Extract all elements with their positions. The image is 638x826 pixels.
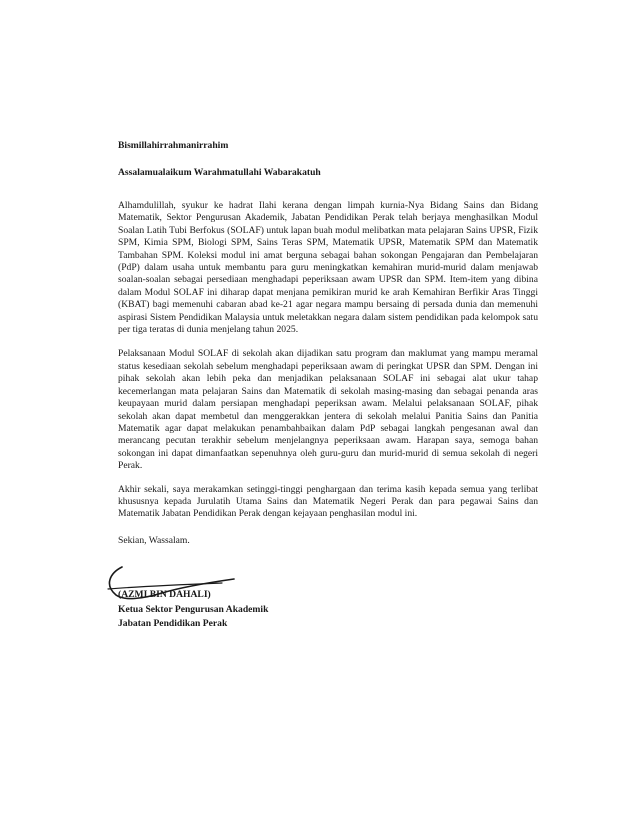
signatory-department: Jabatan Pendidikan Perak	[118, 617, 228, 629]
letter-page	[118, 140, 538, 631]
signatory-title: Ketua Sektor Pengurusan Akademik	[118, 603, 269, 615]
greeting-salam: Assalamualaikum Warahmatullahi Wabarakatuh	[118, 167, 321, 178]
paragraph-implementation: Pelaksanaan Modul SOLAF di sekolah akan dijadikan satu program dan maklumat yang mampu meramal status kesediaan sekolah sebelum menghadapi peperiksaan awam di peringkat UPSR dan SPM. Dengan ini pihak sekolah akan lebih peka dan menjadikan pelaksanaan SOLAF ini sebagai alat ukur tahap kecemerlangan mata pelajaran Sains dan Matematik di sekolah masing-masing dan sebagai penanda aras keupayaan murid dalam persiapan menghadapi peperiksan awam. Melalui pelaksanaan SOLAF, pihak sekolah akan dapat membetul dan menggerakkan jentera di sekolah melalui Panitia Sains dan Panitia Matematik agar dapat melakukan penambahbaikan dalam PdP sebagai langkah pengesanan awal dan merancang pecutan terakhir sebelum menjelangnya peperiksaan awam. Harapan saya, semoga bahan sokongan ini dapat dimanfaatkan sepenuhnya oleh guru-guru dan murid-murid di semua sekolah di negeri Perak.	[118, 348, 538, 472]
paragraph-acknowledgement: Akhir sekali, saya merakamkan setinggi-tinggi penghargaan dan terima kasih kepada semua yang terlibat khususnya kepada Jurulatih Utama Sains dan Matematik Negeri Perak dan para pegawai Sains dan Matematik Jabatan Pendidikan Perak dengan kejayaan penghasilan modul ini.	[118, 483, 538, 520]
signatory-details	[118, 603, 538, 631]
closing-line: Sekian, Wassalam.	[118, 534, 190, 546]
signature-block	[118, 563, 538, 603]
signatory-name: (AZMI BIN DAHALI)	[118, 588, 211, 600]
greeting-basmala: Bismillahirrahmanirrahim	[118, 140, 229, 151]
paragraph-introduction: Alhamdulillah, syukur ke hadrat Ilahi kerana dengan limpah kurnia-Nya Bidang Sains dan Bidang Matematik, Sektor Pengurusan Akademik, Jabatan Pendidikan Perak telah berjaya menghasilkan Modul Soalan Latih Tubi Berfokus (SOLAF) untuk lapan buah modul melibatkan mata pelajaran Sains UPSR, Fizik SPM, Kimia SPM, Biologi SPM, Sains Teras SPM, Matematik UPSR, Matematik SPM dan Matematik Tambahan SPM. Koleksi modul ini amat berguna sebagai bahan sokongan Pengajaran dan Pembelajaran (PdP) dalam usaha untuk membantu para guru meningkatkan kemahiran murid-murid dalam menjawab soalan-soalan sebagai persediaan menghadapi peperiksaan awam UPSR dan SPM. Item-item yang dibina dalam Modul SOLAF ini diharap dapat menjana pemikiran murid ke arah Kemahiran Berfikir Aras Tinggi (KBAT) bagi memenuhi cabaran abad ke-21 agar negara mampu bersaing di persada dunia dan memenuhi aspirasi Sistem Pendidikan Malaysia untuk meletakkan negara dalam sistem pendidikan pada kelompok satu per tiga teratas di dunia menjelang tahun 2025.	[118, 200, 538, 336]
